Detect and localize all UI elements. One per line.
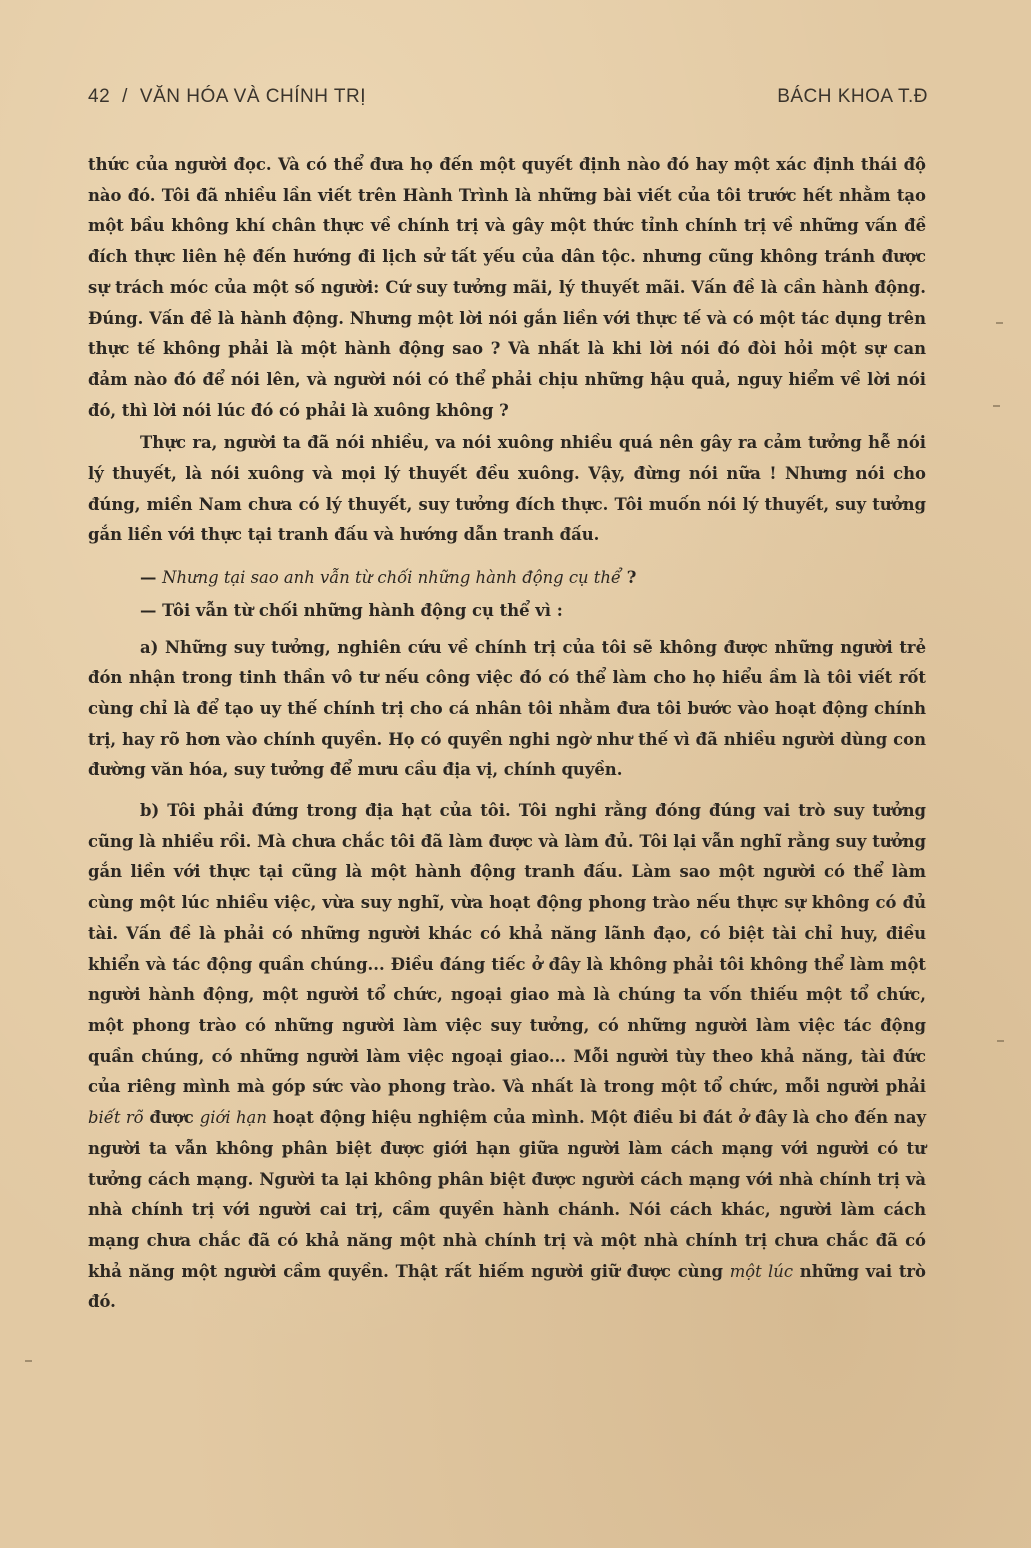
point-b-part-3: hoạt động hiệu nghiệm của mình. Một điều bi đát ở đây là cho đến nay người ta vẫn không phân biệt được giới hạn giữa người làm cách mạng với người có tư tưởng cách mạng. Người ta lại không phân biệt được người cách mạng với nhà chính trị và nhà chính trị với người cai trị, cầm quyền hành chánh. Nói cách khác, người làm cách mạng chưa chắc đã có khả năng một nhà chính trị và một nhà chính trị chưa chắc đã có khả năng một người cầm quyền. Thật rất hiếm người giữ được cùng <box>88 1108 926 1281</box>
header-left <box>88 86 366 108</box>
question-text: Nhưng tại sao anh vẫn từ chối những hành động cụ thể <box>162 568 621 588</box>
dialog-answer: — Tôi vẫn từ chối những hành động cụ thể vì : <box>140 600 563 620</box>
margin-mark <box>993 405 1000 407</box>
margin-mark <box>997 1040 1004 1042</box>
question-dash: — <box>140 568 157 588</box>
question-mark: ? <box>626 568 637 588</box>
point-b-part-2: được <box>149 1108 194 1128</box>
section-title: VĂN HÓA VÀ CHÍNH TRỊ <box>139 86 367 107</box>
paragraph-2: Thực ra, người ta đã nói nhiều, va nói xuông nhiều quá nên gây ra cảm tưởng hễ nói lý thuyết, là nói xuông và mọi lý thuyết đều xuông. Vậy, đừng nói nữa ! Nhưng nói cho đúng, miền Nam chưa có lý thuyết, suy tưởng đích thực. Tôi muốn nói lý thuyết, suy tưởng gắn liền với thực tại tranh đấu và hướng dẫn tranh đấu. <box>88 433 926 545</box>
point-b <box>88 796 926 1318</box>
running-header <box>88 86 928 116</box>
article-body <box>88 150 926 1318</box>
dialog-question <box>88 563 926 594</box>
header-separator: / <box>122 86 128 107</box>
margin-mark <box>25 1360 32 1362</box>
page-number: 42 <box>88 86 111 107</box>
margin-mark <box>996 322 1003 324</box>
point-b-part-4: những vai trò đó. <box>88 1261 926 1312</box>
point-a: a) Những suy tưởng, nghiên cứu về chính trị của tôi sẽ không được những người trẻ đón nhận trong tinh thần vô tư nếu công việc đó có thể làm cho họ hiểu ầm là tôi viết rốt cùng chỉ là để tạo uy thế chính trị cho cá nhân tôi nhằm đưa tôi bước vào hoạt động chính trị, hay rõ hơn vào chính quyền. Họ có quyền nghi ngờ như thế vì đã nhiều người dùng con đường văn hóa, suy tưởng để mưu cầu địa vị, chính quyền. <box>88 637 926 780</box>
point-b-italic-3: một lúc <box>729 1261 794 1281</box>
point-b-part-1: b) Tôi phải đứng trong địa hạt của tôi. Tôi nghi rằng đóng đúng vai trò suy tưởng cũng là nhiều rồi. Mà chưa chắc tôi đã làm được và làm đủ. Tôi lại vẫn nghĩ rằng suy tưởng gắn liền với thực tại cũng là một hành động tranh đấu. Làm sao một người có thể làm cùng một lúc nhiều việc, vừa suy nghĩ, vừa hoạt động phong trào nếu thực sự không có đủ tài. Vấn đề là phải có những người khác có khả năng lãnh đạo, có biệt tài chỉ huy, điều khiển và tác động quần chúng... Điều đáng tiếc ở đây là không phải tôi không thể làm một người hành động, một người tổ chức, ngoại giao mà là chúng ta vốn thiếu một tổ chức, một phong trào có những người làm việc suy tưởng, có những người làm việc tác động quần chúng, có những người làm việc ngoại giao... Mỗi người tùy theo khả năng, tài đức của riêng mình mà góp sức vào phong trào. Và nhất là trong một tổ chức, mỗi người phải <box>88 801 926 1097</box>
paragraph-1: thức của người đọc. Và có thể đưa họ đến một quyết định nào đó hay một xác định thái độ nào đó. Tôi đã nhiều lần viết trên Hành Trình là những bài viết của tôi trước hết nhằm tạo một bầu không khí chân thực về chính trị và gây một thức tỉnh chính trị về những vấn đề đích thực liên hệ đến hướng đi lịch sử tất yếu của dân tộc. nhưng cũng không tránh được sự trách móc của một số người: Cứ suy tưởng mãi, lý thuyết mãi. Vấn đề là cần hành động. Đúng. Vấn đề là hành động. Nhưng một lời nói gắn liền với thực tế và có một tác dụng trên thực tế không phải là một hành động sao ? Và nhất là khi lời nói đó đòi hỏi một sự can đảm nào đó để nói lên, và người nói có thể phải chịu những hậu quả, nguy hiểm về lời nói đó, thì lời nói lúc đó có phải là xuông không ? <box>88 155 926 420</box>
publication-title: BÁCH KHOA T.Đ <box>777 86 928 107</box>
point-b-italic-2: giới hạn <box>199 1108 267 1128</box>
point-b-italic-1: biết rõ <box>88 1108 144 1128</box>
